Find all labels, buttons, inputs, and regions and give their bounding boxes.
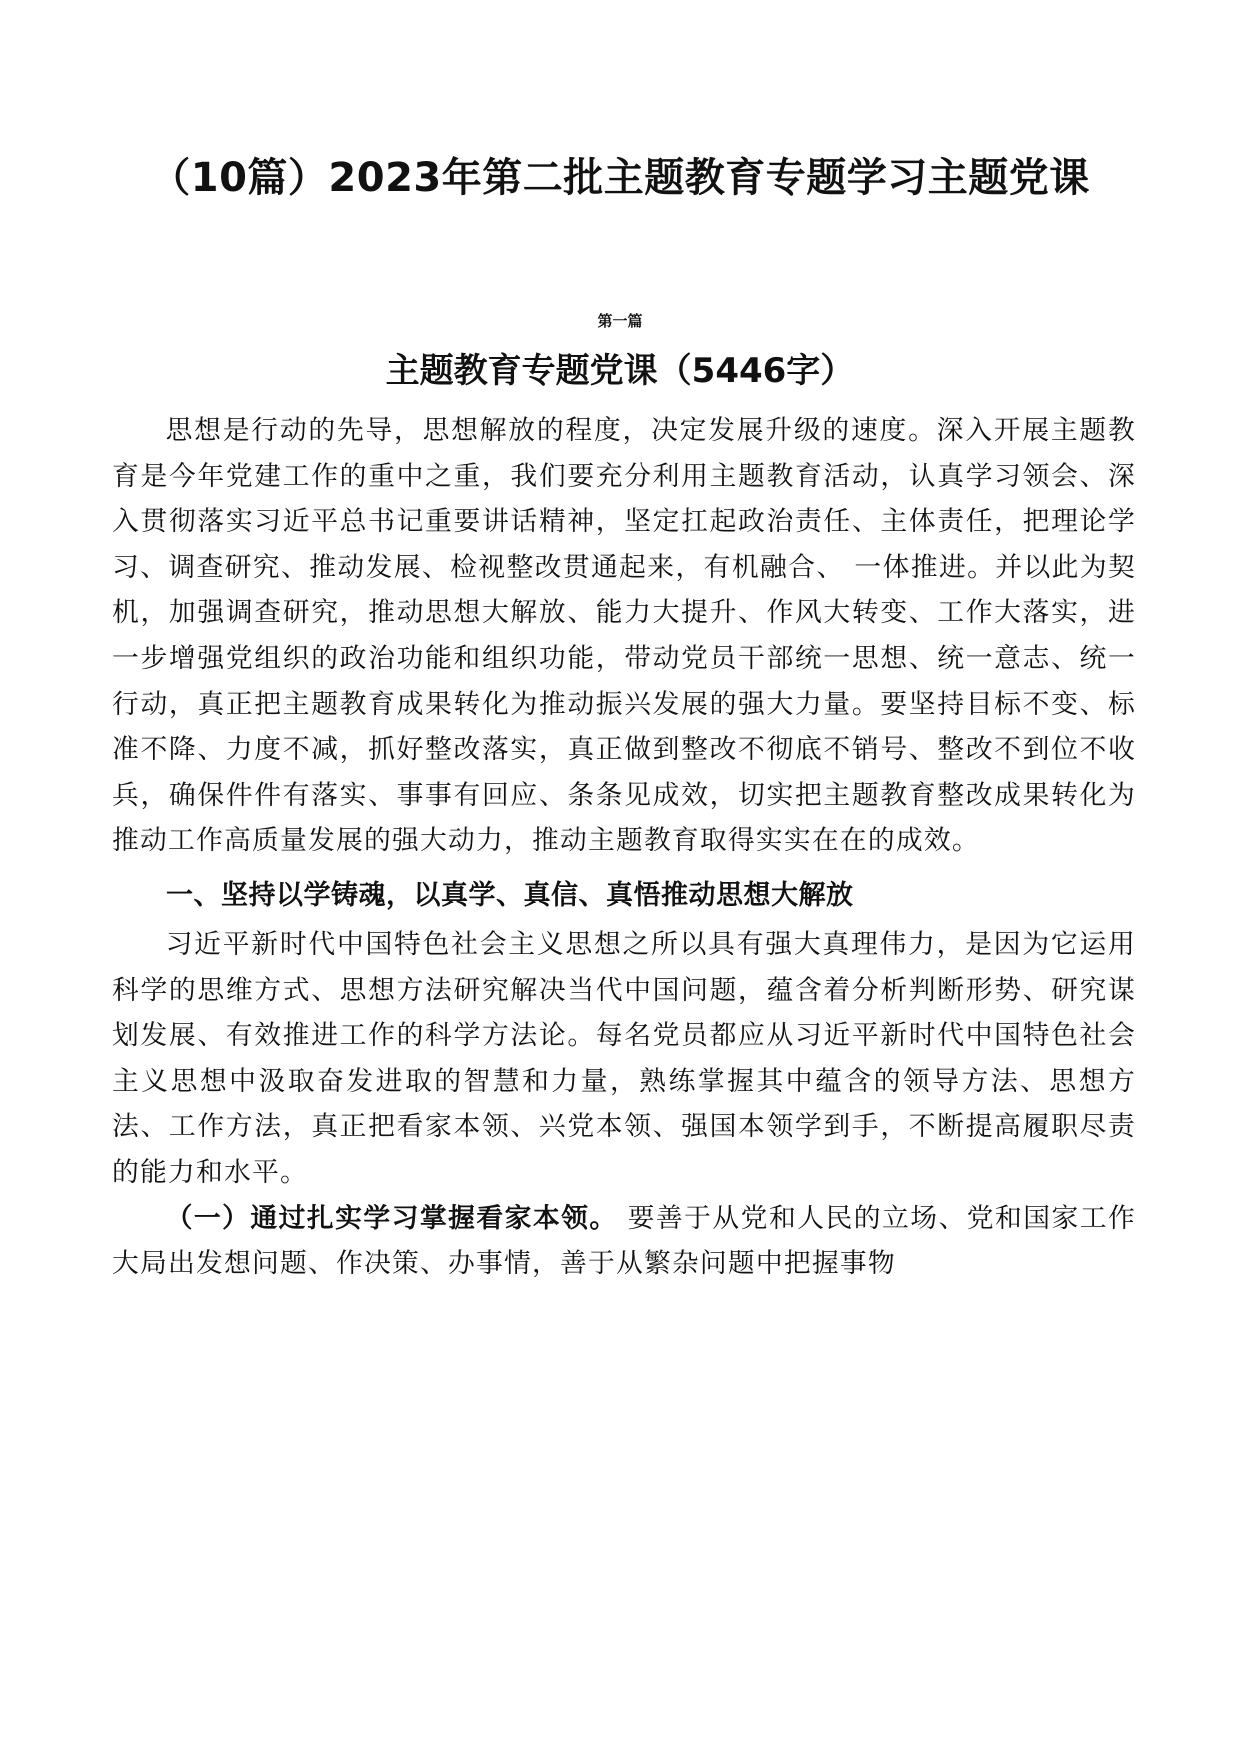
document-body — [112, 408, 1136, 1287]
document-title: （10篇）2023年第二批主题教育专题学习主题党课 — [150, 155, 1090, 201]
section-title: 主题教育专题党课（5446字） — [385, 351, 855, 391]
part-label: 第一篇 — [597, 312, 643, 330]
subsection-1-text: 要善于从党和人民的立场、党和国家工作大局出发想问题、作决策、办事情，善于从繁杂问题中把握事物 — [112, 1202, 1136, 1280]
heading-section-1: 一、坚持以学铸魂，以真学、真信、真悟推动思想大解放 — [166, 879, 854, 911]
paragraph-intro: 思想是行动的先导，思想解放的程度，决定发展升级的速度。深入开展主题教育是今年党建工作的重中之重，我们要充分利用主题教育活动，认真学习领会、深入贯彻落实习近平总书记重要讲话精神，坚定扛起政治责任、主体责任，把理论学习、调查研究、推动发展、检视整改贯通起来，有机融合、 一体推进。并以此为契机，加强调查研究，推动思想大解放、能力大提升、作风大转变、工作大落实，进一步增强党组织的政治功能和组织功能，带动党员干部统一思想、统一意志、统一行动，真正把主题教育成果转化为推动振兴发展的强大力量。要坚持目标不变、标准不降、力度不减，抓好整改落实，真正做到整改不彻底不销号、整改不到位不收兵，确保件件有落实、事事有回应、条条见成效，切实把主题教育整改成果转化为推动工作高质量发展的强大动力，推动主题教育取得实实在在的成效。 — [112, 415, 1136, 857]
subheading-1: （一）通过扎实学习掌握看家本领。 — [165, 1202, 618, 1234]
paragraph-section-1: 习近平新时代中国特色社会主义思想之所以具有强大真理伟力，是因为它运用科学的思维方式、思想方法研究解决当代中国问题，蕴含着分析判断形势、研究谋划发展、有效推进工作的科学方法论。每名党员都应从习近平新时代中国特色社会主义思想中汲取奋发进取的智慧和力量，熟练掌握其中蕴含的领导方法、思想方法、工作方法，真正把看家本领、兴党本领、强国本领学到手，不断提高履职尽责的能力和水平。 — [112, 928, 1136, 1188]
paragraph-subsection-1 — [112, 1196, 1136, 1287]
